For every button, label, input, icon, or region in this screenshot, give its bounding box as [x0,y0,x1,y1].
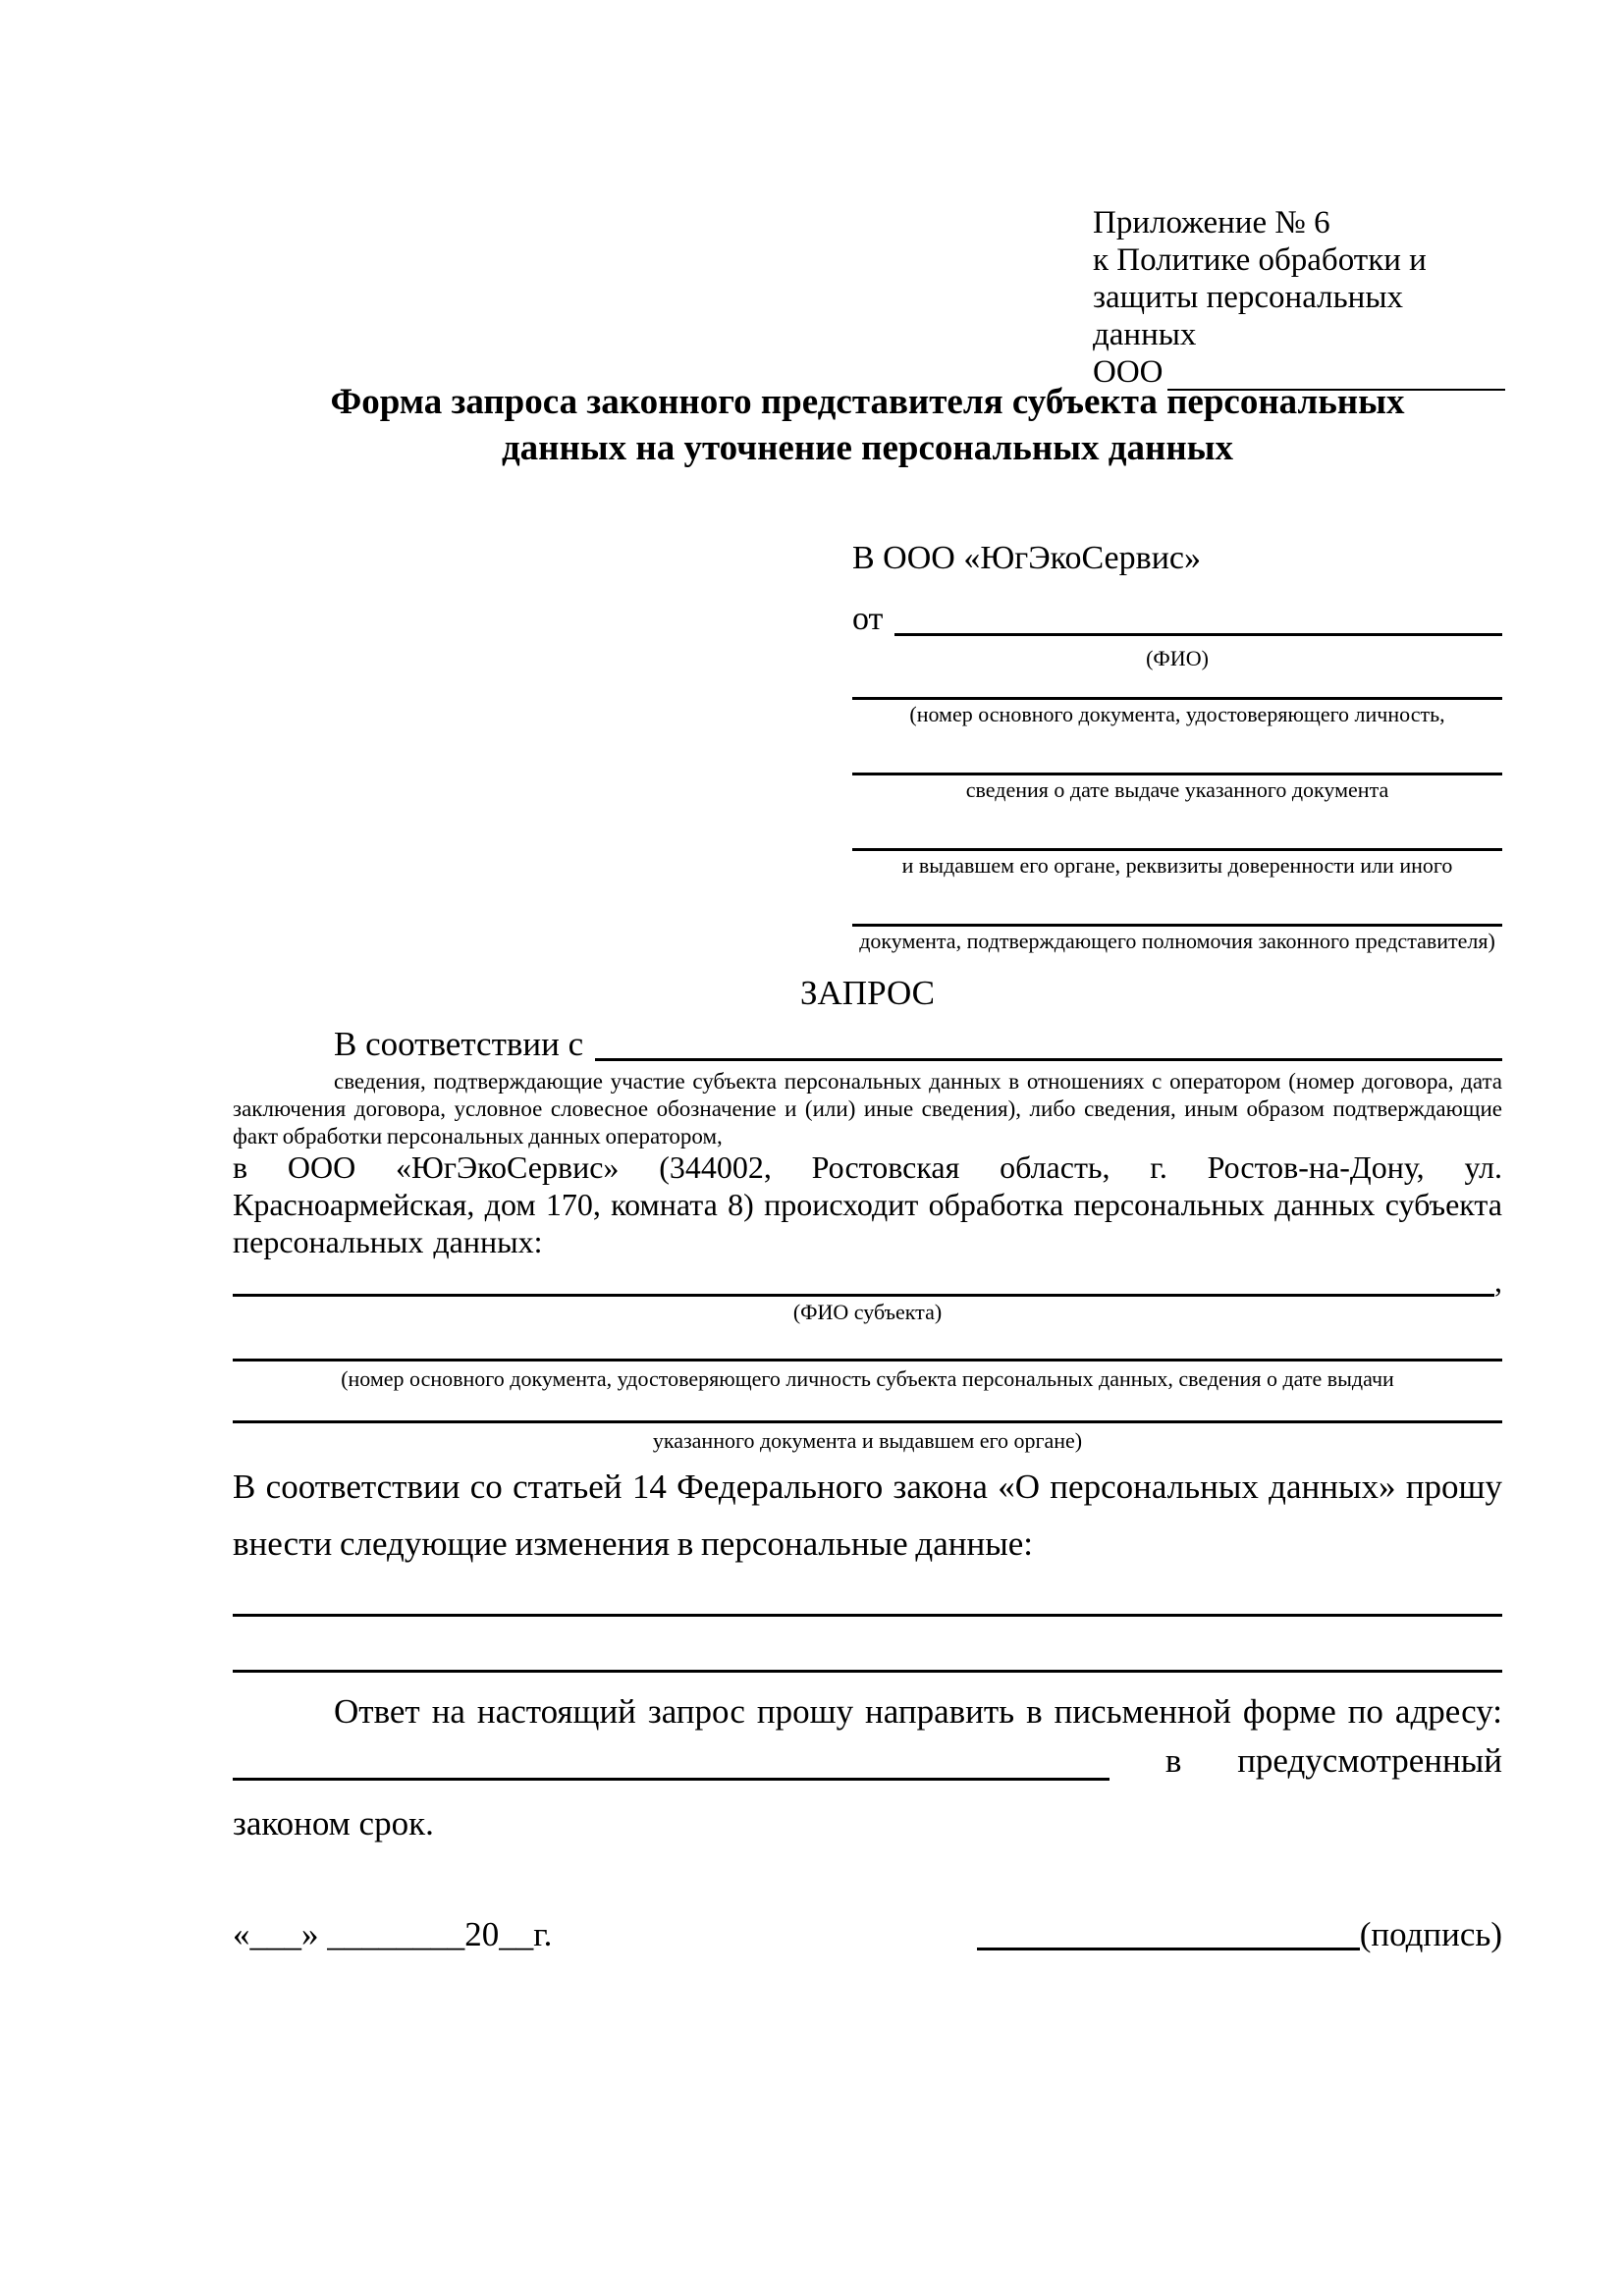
caption-doc-number: (номер основного документа, удостоверяющего личность, [909,702,1445,726]
blank-line [852,924,1502,927]
from-blank-line [894,599,1502,636]
caption-doc-date: сведения о дате выдаче указанного документа [965,777,1389,802]
form-title [233,379,1502,471]
footer-row [233,1912,1502,1956]
blank-line [852,848,1502,851]
answer-last-line: законом срок. [233,1804,434,1842]
form-title-line-1: Форма запроса законного представителя субъекта персональных [330,382,1405,422]
appendix-line-1: Приложение № 6 [1093,205,1330,240]
request-heading: ЗАПРОС [799,974,936,1012]
changes-blank-line-2 [233,1670,1502,1673]
signature-caption: (подпись) [1359,1915,1502,1953]
paragraph-indent [233,1023,334,1066]
statute-paragraph: В соответствии со статьей 14 Федерального закона «О персональных данных» прошу внести следующие изменения в персональные данные: [233,1468,1502,1563]
answer-address-row [233,1741,1502,1781]
form-title-line-2: данных на уточнение персональных данных [501,428,1234,468]
appendix-note [1093,204,1505,391]
in-accordance-row [233,1023,1502,1066]
appendix-line-3: защиты персональных данных [1093,280,1403,352]
ooo-label: ООО [1093,354,1164,390]
from-label: от [852,601,884,637]
changes-blank-line-1 [233,1614,1502,1617]
answer-word-2: предусмотренный [1237,1741,1502,1780]
appendix-line-2: к Политике обработки и [1093,242,1427,278]
caption-subject-doc-2: указанного документа и выдавшем его органе) [652,1428,1083,1453]
blank-line [233,1420,1502,1423]
operator-paragraph: в ООО «ЮгЭкоСервис» (344002, Ростовская область, г. Ростов-на-Дону, ул. Красноармейская, дом 170, комната 8) происходит обработка персональных данных субъекта персональных данных: [233,1149,1502,1259]
signature-group [977,1912,1502,1956]
blank-line [852,697,1502,700]
caption-fio: (ФИО) [1146,646,1209,670]
footnote-paragraph: сведения, подтверждающие участие субъекта персональных данных в отношениях с оператором (номер договора, дата заключения договора, условное словесное обозначение и (или) иные сведения), либо сведения, иным образом подтверждающие факт обработки персональных данных оператором, [233,1069,1502,1148]
caption-subject-fio: (ФИО субъекта) [792,1300,943,1324]
date-field: «___» ________20__г. [233,1915,553,1953]
signature-blank-line [977,1912,1360,1950]
blank-line [852,773,1502,775]
address-blank-line [233,1742,1110,1781]
trailing-comma: , [1494,1263,1502,1299]
caption-doc-issuer: и выдавшем его органе, реквизиты доверенности или иного [901,853,1453,878]
caption-subject-doc-1: (номер основного документа, удостоверяющего личность субъекта персональных данных, сведения о дате выдачи [341,1366,1394,1391]
addressee-from-row [852,599,1502,640]
basis-blank-line [595,1023,1502,1061]
addressee-block [852,538,1502,954]
blank-line [233,1359,1502,1362]
subject-fio-row [233,1262,1502,1297]
in-accordance-prefix: В соответствии с [334,1025,584,1063]
subject-fio-blank-line [233,1262,1494,1297]
caption-doc-authority: документа, подтверждающего полномочия законного представителя) [859,929,1495,953]
answer-paragraph: Ответ на настоящий запрос прошу направить в письменной форме по адресу: [334,1692,1502,1731]
answer-word-1: в [1164,1741,1182,1780]
addressee-to: В ООО «ЮгЭкоСервис» [852,540,1201,576]
